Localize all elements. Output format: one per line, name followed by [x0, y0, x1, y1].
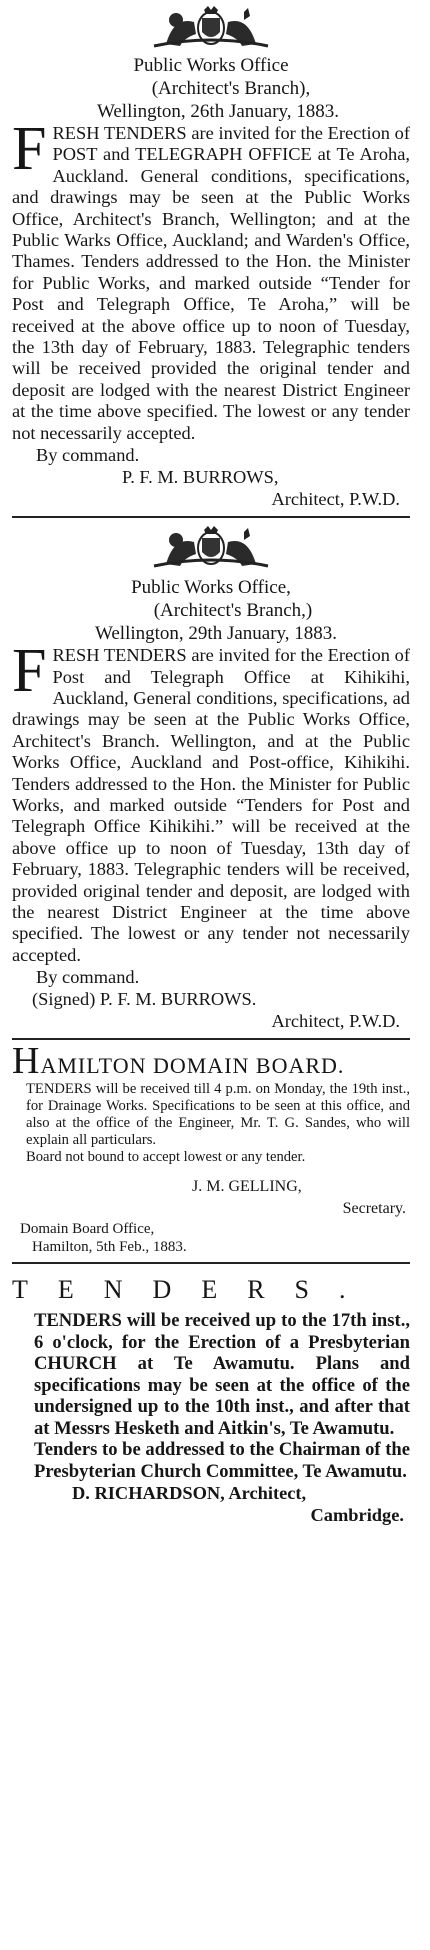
divider: [12, 1262, 410, 1264]
ad3-address1: Domain Board Office,: [20, 1221, 155, 1238]
ad4-heading: TENDERS.: [12, 1275, 376, 1305]
ad3-heading-initial: H: [12, 1040, 41, 1083]
ad3-signature: J. M. GELLING,: [192, 1178, 302, 1196]
ad3-heading: [12, 1040, 410, 1083]
ad2-body-text: RESH TENDERS are invited for the Erection of Post and Telegraph Office at Kihikihi, Auckland, General conditions, specifications, ad drawings may be seen at the Public Works Office, Architect's Branch. Wellington, and at the Public Works Office, Auckland and Post-office, Kihikihi. Tenders addressed to the Hon. the Minister for Public Works, and marked outside “Tenders for Post and Telegraph Office Kihikihi.” will be received at the above office up to noon of Tuesday, 13th day of February, 1883. Telegraphic tenders will be received, provided original tender and deposit, are lodged with the nearest District Engineer at the time above specified. The lowest or any tender not necessarily accepted.: [12, 645, 410, 965]
ad2-title: Architect, P.W.D.: [271, 1011, 400, 1032]
ad-te-awamutu-church: [12, 1270, 410, 1526]
ad-te-aroha-post-office: [12, 0, 410, 510]
ad4-body: TENDERS will be received up to the 17th inst., 6 o'clock, for the Erection of a Presbyterian CHURCH at Te Awamutu. Plans and specifications may be seen at the office of the undersigned up to the 10th inst., and after that at Messrs Hesketh and Aitkin's, Te Awamutu.: [34, 1310, 410, 1439]
divider: [12, 516, 410, 518]
ad2-dropcap: F: [12, 637, 47, 706]
ad1-dateline: Wellington, 26th January, 1883.: [96, 101, 340, 122]
ad1-dropcap: F: [12, 115, 47, 183]
ad1-title: Architect, P.W.D.: [271, 489, 400, 510]
ad1-body: [12, 115, 410, 444]
ad3-body: TENDERS will be received till 4 p.m. on Monday, the 19th inst., for Drainage Works. Specifications to be seen at this office, and also at the office of the Engineer, Mr. T. G. Sandes, who will explain all particulars.: [26, 1081, 410, 1149]
ad3-title: Secretary.: [342, 1200, 406, 1218]
ad3-heading-text: AMILTON DOMAIN BOARD.: [40, 1053, 345, 1079]
ad1-signature: P. F. M. BURROWS,: [122, 467, 279, 488]
ad3-address2: Hamilton, 5th Feb., 1883.: [32, 1239, 187, 1256]
ad-kihikihi-post-office: [12, 524, 410, 1032]
ad2-dateline: Wellington, 29th January, 1883.: [94, 623, 338, 645]
ad4-note: Tenders to be addressed to the Chairman of the Presbyterian Church Committee, Te Awamutu.: [34, 1439, 411, 1482]
divider: [12, 1038, 410, 1040]
ad3-note: Board not bound to accept lowest or any tender.: [26, 1149, 306, 1166]
ad-hamilton-domain-board: [12, 1040, 410, 1256]
ad2-body: [12, 637, 410, 966]
ad2-branch: (Architect's Branch,): [153, 600, 313, 622]
ad2-office: Public Works Office,: [131, 577, 291, 599]
royal-coat-of-arms-icon: [136, 524, 286, 570]
ad4-signature: D. RICHARDSON, Architect,: [72, 1483, 307, 1504]
ad4-place: Cambridge.: [310, 1505, 404, 1526]
royal-coat-of-arms-icon: [136, 4, 286, 50]
ad1-body-text: RESH TENDERS are invited for the Erection of POST and TELEGRAPH OFFICE at Te Aroha, Auckland. General conditions, specifications, and drawings may be seen at the Public Works Office, Architect's Branch, Wellington; and at the Public Warks Office, Auckland; and Warden's Office, Thames. Tenders addressed to the Hon. the Minister for Public Works, and marked outside “Tender for Post and Telegraph Office, Te Aroha,” will be received at the above office up to noon of Tuesday, the 13th day of February, 1883. Telegraphic tenders will be received provided the original tender and deposit are lodged with the nearest District Engineer at the time above specified. The lowest or any tender not necessarily accepted.: [12, 123, 410, 443]
ad2-by-command: By command.: [36, 967, 140, 988]
ad2-signature: (Signed) P. F. M. BURROWS.: [32, 989, 257, 1010]
ad1-branch: (Architect's Branch),: [151, 78, 311, 99]
ad1-office: Public Works Office: [133, 55, 289, 76]
ad1-by-command: By command.: [36, 445, 140, 466]
